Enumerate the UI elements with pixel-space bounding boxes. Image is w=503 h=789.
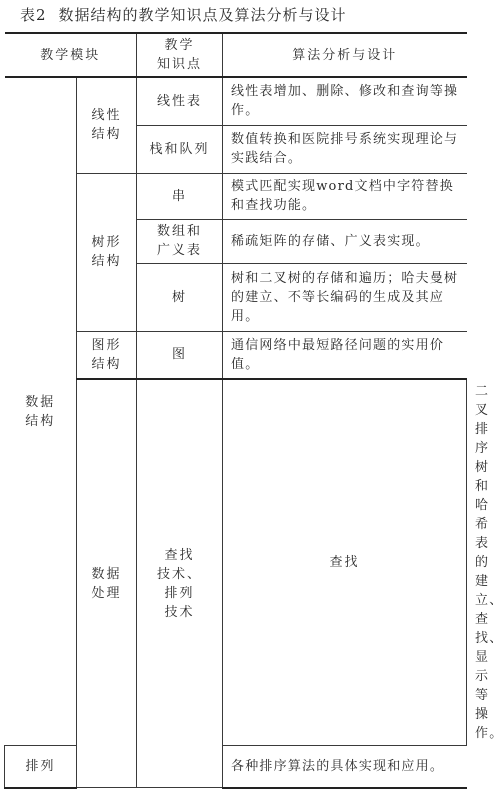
- point-cell: 串: [137, 173, 223, 219]
- header-module: 教学模块: [5, 33, 137, 77]
- table-number: 表2: [20, 6, 47, 24]
- design-cell: 模式匹配实现word文档中字符替换和查找功能。: [223, 173, 467, 219]
- header-knowledge: 教学 知识点: [137, 33, 223, 77]
- point-cell: 树: [137, 263, 223, 331]
- design-cell: 各种排序算法的具体实现和应用。: [223, 746, 467, 788]
- design-cell: 数值转换和医院排号系统实现理论与实践结合。: [223, 125, 467, 173]
- table-caption: [20, 4, 460, 26]
- point-cell: 数组和 广义表: [137, 219, 223, 263]
- subgroup-tree: 树形 结构: [77, 173, 137, 331]
- group-data-structure: 数据 结构: [5, 77, 77, 746]
- design-cell: 稀疏矩阵的存储、广义表实现。: [223, 219, 467, 263]
- point-cell: 查找: [223, 379, 467, 746]
- group-data-processing: 数据 处理: [77, 379, 137, 788]
- table-row: 数据 处理 查找 技术、 排列 技术 查找 二叉排序树和哈希表的建立、查找、显示等操作。: [5, 379, 467, 746]
- table-row: [5, 746, 467, 788]
- point-cell: 图: [137, 331, 223, 379]
- point-cell: 栈和队列: [137, 125, 223, 173]
- point-cell: 排列: [5, 746, 77, 788]
- subgroup-search-sort: 查找 技术、 排列 技术: [137, 379, 223, 788]
- design-cell: 通信网络中最短路径问题的实用价值。: [223, 331, 467, 379]
- subgroup-graph: 图形 结构: [77, 331, 137, 379]
- knowledge-table: [4, 32, 503, 789]
- table-row: [5, 77, 467, 125]
- subgroup-linear: 线性 结构: [77, 77, 137, 173]
- header-algorithm: 算法分析与设计: [223, 33, 467, 77]
- table-title: 数据结构的教学知识点及算法分析与设计: [58, 6, 347, 24]
- point-cell: 线性表: [137, 77, 223, 125]
- header-row: [5, 33, 467, 77]
- design-cell: 树和二叉树的存储和遍历；哈夫曼树的建立、不等长编码的生成及其应用。: [223, 263, 467, 331]
- design-cell: 线性表增加、删除、修改和查询等操作。: [223, 77, 467, 125]
